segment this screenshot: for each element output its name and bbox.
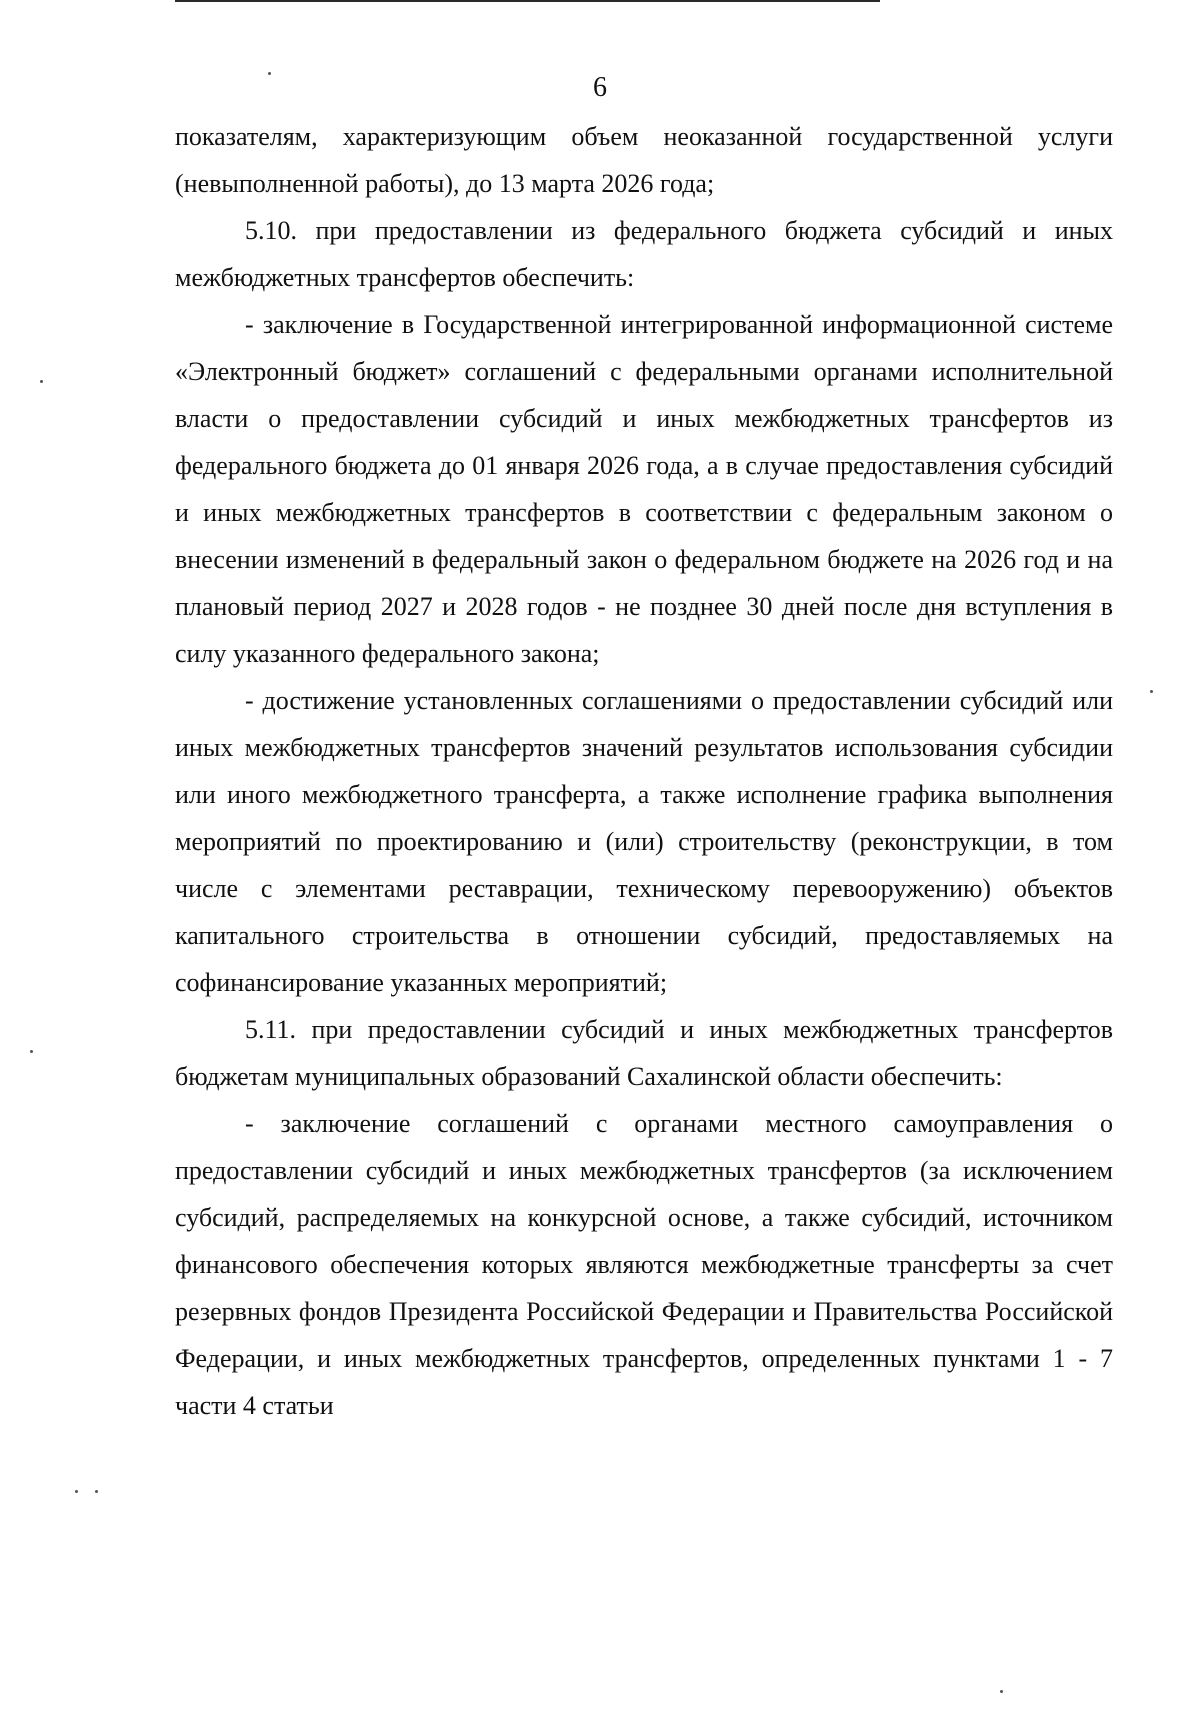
paragraph-agreements-local: - заключение соглашений с органами местного самоуправления о предоставлении субсидий и иных межбюджетных трансфертов (за исключением субсидий, распределяемых на конкурсной основе, а также субсидий, источником финансового обеспечения которых являются межбюджетные трансферты за счет резервных фондов Президента Российской Федерации и Правительства Российской Федерации, и иных межбюджетных трансфертов, определенных пунктами 1 - 7 части 4 статьи <box>175 1109 1113 1420</box>
scan-speck <box>30 1050 33 1053</box>
paragraph-continuation: показателям, характеризующим объем неоказанной государственной услуги (невыполненной работы), до 13 марта 2026 года; <box>175 122 1113 198</box>
scan-edge-line <box>175 0 880 2</box>
scan-speck <box>1150 690 1153 693</box>
scan-speck <box>1000 1690 1003 1693</box>
scan-speck <box>75 1490 78 1493</box>
paragraph-agreements-federal: - заключение в Государственной интегрированной информационной системе «Электронный бюджет» соглашений с федеральными органами исполнительной власти о предоставлении субсидий и иных межбюджетных трансфертов из федерального бюджета до 01 января 2026 года, а в случае предоставления субсидий и иных межбюджетных трансфертов в соответствии с федеральным законом о внесении изменений в федеральный закон о федеральном бюджете на 2026 год и на плановый период 2027 и 2028 годов - не позднее 30 дней после дня вступления в силу указанного федерального закона; <box>175 310 1113 668</box>
document-body <box>175 113 1113 1429</box>
scan-speck <box>95 1490 98 1493</box>
paragraph-results-achievement: - достижение установленных соглашениями о предоставлении субсидий или иных межбюджетных трансфертов значений результатов использования субсидии или иного межбюджетного трансферта, а также исполнение графика выполнения мероприятий по проектированию и (или) строительству (реконструкции, в том числе с элементами реставрации, техническому перевооружению) объектов капитального строительства в отношении субсидий, предоставляемых на софинансирование указанных мероприятий; <box>175 686 1113 997</box>
scan-speck <box>40 380 43 383</box>
scan-speck <box>268 72 271 75</box>
page-number: 6 <box>593 72 607 103</box>
paragraph-item-5-10: 5.10. при предоставлении из федерального бюджета субсидий и иных межбюджетных трансфертов обеспечить: <box>175 216 1113 292</box>
paragraph-item-5-11: 5.11. при предоставлении субсидий и иных межбюджетных трансфертов бюджетам муниципальных образований Сахалинской области обеспечить: <box>175 1015 1113 1091</box>
